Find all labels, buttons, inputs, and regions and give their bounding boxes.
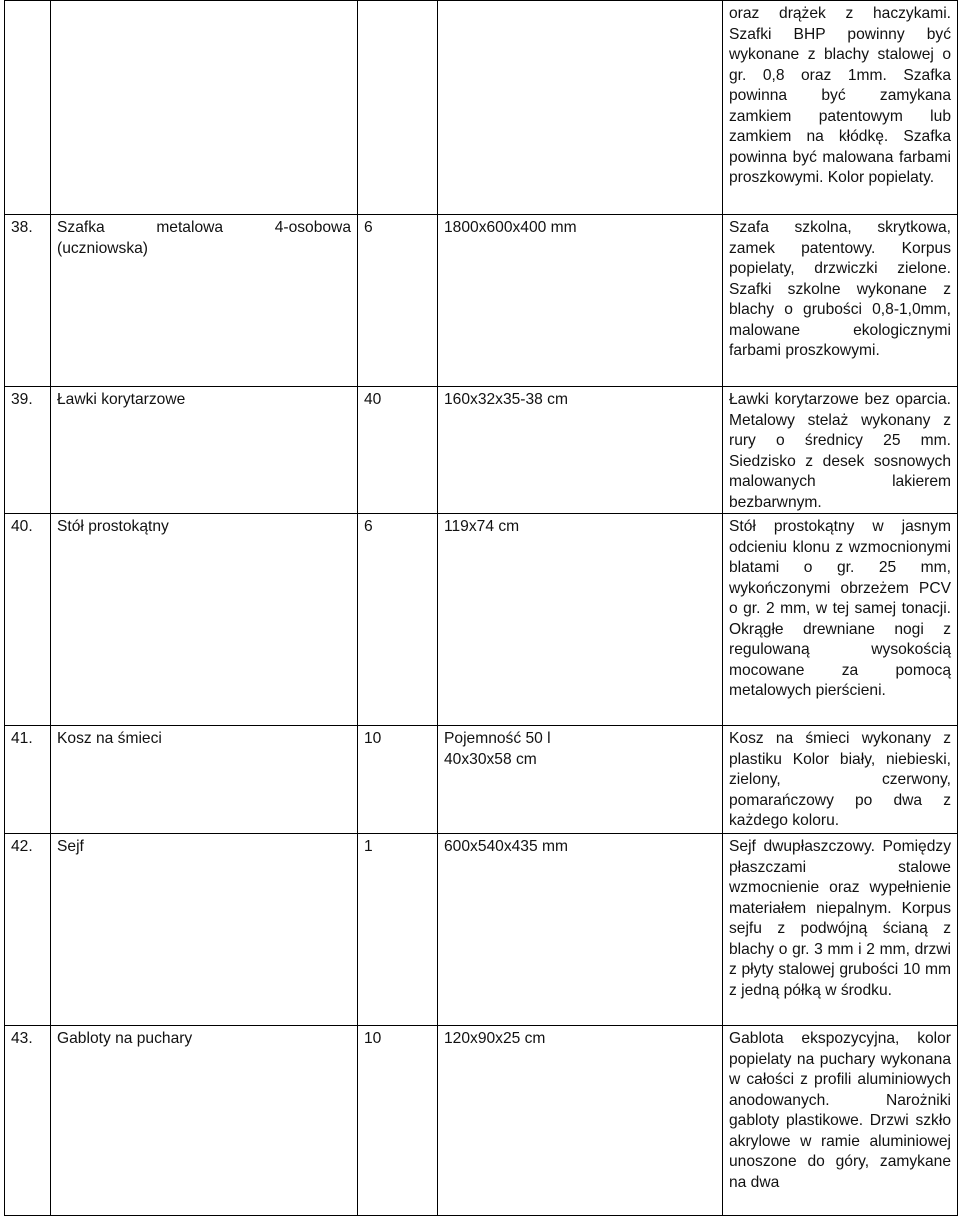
- row-number: 38.: [5, 215, 51, 387]
- item-dimensions: 1800x600x400 mm: [438, 215, 723, 387]
- item-description: Sejf dwupłaszczowy. Pomiędzy płaszczami stalowe wzmocnienie oraz wypełnienie materiałem niepalnym. Korpus sejfu z podwójną ścianą z blachy o gr. 3 mm i 2 mm, drzwi z płyty stalowej grubości 10 mm z jedną półką w środku.: [723, 834, 958, 1026]
- table-row: [5, 726, 958, 834]
- table-row: [5, 387, 958, 514]
- row-number: 39.: [5, 387, 51, 514]
- item-name: Szafka metalowa 4-osobowa (uczniowska): [51, 215, 358, 387]
- table-row: [5, 834, 958, 1026]
- item-description: Kosz na śmieci wykonany z plastiku Kolor biały, niebieski, zielony, czerwony, pomarańczowy po dwa z każdego koloru.: [723, 726, 958, 834]
- item-name: [51, 1, 358, 215]
- item-dimensions: 160x32x35-38 cm: [438, 387, 723, 514]
- row-number: 40.: [5, 514, 51, 726]
- row-number: 41.: [5, 726, 51, 834]
- item-description: Ławki korytarzowe bez oparcia. Metalowy stelaż wykonany z rury o średnicy 25 mm. Siedzisko z desek sosnowych malowanych lakierem bezbarwnym.: [723, 387, 958, 514]
- item-description: Gablota ekspozycyjna, kolor popielaty na puchary wykonana w całości z profili aluminiowych anodowanych. Narożniki gabloty plastikowe. Drzwi szkło akrylowe w ramie aluminiowej unoszone do góry, zamykane na dwa: [723, 1026, 958, 1216]
- table-row: [5, 1026, 958, 1216]
- item-dimensions: 600x540x435 mm: [438, 834, 723, 1026]
- item-dimensions: 119x74 cm: [438, 514, 723, 726]
- item-name: Ławki korytarzowe: [51, 387, 358, 514]
- table-row: [5, 215, 958, 387]
- item-description: Stół prostokątny w jasnym odcieniu klonu z wzmocnionymi blatami o gr. 25 mm, wykończonymi obrzeżem PCV o gr. 2 mm, w tej samej tonacji. Okrągłe drewniane nogi z regulowaną wysokością mocowane za pomocą metalowych pierścieni.: [723, 514, 958, 726]
- item-name: Gabloty na puchary: [51, 1026, 358, 1216]
- table-row: [5, 1, 958, 215]
- row-number: 43.: [5, 1026, 51, 1216]
- row-number: [5, 1, 51, 215]
- item-quantity: 1: [358, 834, 438, 1026]
- item-description: oraz drążek z haczykami. Szafki BHP powinny być wykonane z blachy stalowej o gr. 0,8 oraz 1mm. Szafka powinna być zamykana zamkiem patentowym lub zamkiem na kłódkę. Szafka powinna być malowana farbami proszkowymi. Kolor popielaty.: [723, 1, 958, 215]
- item-description: Szafa szkolna, skrytkowa, zamek patentowy. Korpus popielaty, drzwiczki zielone. Szafki szkolne wykonane z blachy o grubości 0,8-1,0mm, malowane ekologicznymi farbami proszkowymi.: [723, 215, 958, 387]
- item-dimensions: [438, 1, 723, 215]
- item-quantity: 40: [358, 387, 438, 514]
- item-name: Kosz na śmieci: [51, 726, 358, 834]
- item-quantity: 6: [358, 215, 438, 387]
- item-dimensions: 120x90x25 cm: [438, 1026, 723, 1216]
- item-quantity: 6: [358, 514, 438, 726]
- item-quantity: 10: [358, 726, 438, 834]
- item-dimensions: Pojemność 50 l 40x30x58 cm: [438, 726, 723, 834]
- table-row: [5, 514, 958, 726]
- item-name: Sejf: [51, 834, 358, 1026]
- item-name: Stół prostokątny: [51, 514, 358, 726]
- item-quantity: 10: [358, 1026, 438, 1216]
- item-quantity: [358, 1, 438, 215]
- equipment-table: [4, 0, 958, 1216]
- row-number: 42.: [5, 834, 51, 1026]
